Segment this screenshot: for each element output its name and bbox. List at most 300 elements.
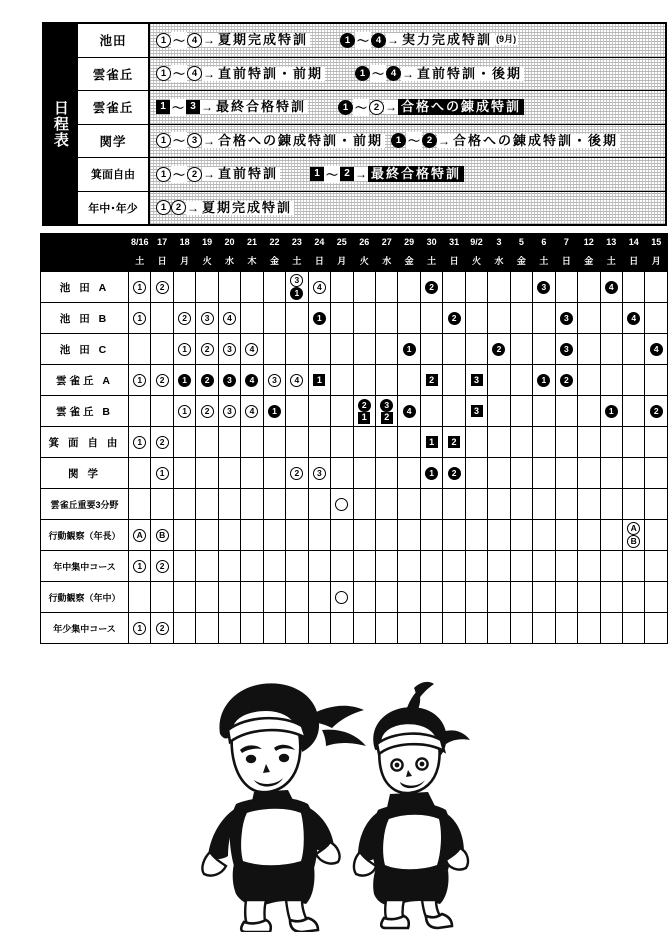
schedule-cell[interactable] — [331, 551, 353, 582]
schedule-cell[interactable] — [398, 582, 420, 613]
schedule-cell[interactable] — [353, 613, 375, 644]
schedule-cell[interactable] — [533, 303, 555, 334]
schedule-cell[interactable] — [331, 334, 353, 365]
schedule-cell[interactable] — [196, 396, 218, 427]
schedule-cell[interactable] — [375, 613, 397, 644]
schedule-cell[interactable] — [420, 613, 442, 644]
schedule-cell[interactable] — [510, 334, 532, 365]
schedule-cell[interactable] — [353, 272, 375, 303]
schedule-cell[interactable] — [645, 427, 668, 458]
schedule-cell[interactable] — [196, 551, 218, 582]
schedule-cell[interactable] — [241, 520, 263, 551]
schedule-cell[interactable] — [263, 582, 285, 613]
schedule-cell[interactable] — [353, 458, 375, 489]
schedule-cell[interactable] — [129, 520, 151, 551]
row-label: 箕 面 自 由 — [41, 427, 129, 458]
schedule-cell[interactable] — [308, 334, 330, 365]
schedule-cell[interactable] — [398, 334, 420, 365]
schedule-cell[interactable] — [308, 520, 330, 551]
schedule-cell[interactable] — [465, 489, 487, 520]
schedule-cell[interactable] — [173, 272, 195, 303]
schedule-cell[interactable] — [420, 365, 442, 396]
schedule-cell[interactable] — [645, 334, 668, 365]
schedule-cell[interactable] — [241, 365, 263, 396]
schedule-cell[interactable] — [622, 520, 644, 551]
schedule-cell[interactable] — [151, 551, 173, 582]
schedule-cell[interactable] — [241, 396, 263, 427]
schedule-cell[interactable] — [218, 582, 240, 613]
schedule-cell[interactable] — [443, 613, 465, 644]
schedule-cell[interactable] — [173, 458, 195, 489]
schedule-cell[interactable] — [465, 613, 487, 644]
schedule-cell[interactable] — [645, 272, 668, 303]
schedule-cell[interactable] — [263, 334, 285, 365]
schedule-cell[interactable] — [151, 582, 173, 613]
schedule-cell[interactable] — [645, 303, 668, 334]
schedule-cell[interactable] — [488, 613, 510, 644]
schedule-cell[interactable] — [241, 334, 263, 365]
schedule-cell[interactable] — [578, 551, 600, 582]
schedule-cell[interactable] — [622, 272, 644, 303]
schedule-cell[interactable] — [151, 272, 173, 303]
schedule-cell[interactable] — [622, 334, 644, 365]
schedule-cell[interactable] — [331, 520, 353, 551]
schedule-cell[interactable] — [151, 613, 173, 644]
schedule-cell[interactable] — [443, 551, 465, 582]
schedule-cell[interactable] — [129, 334, 151, 365]
schedule-cell[interactable] — [196, 458, 218, 489]
schedule-cell[interactable] — [645, 520, 668, 551]
schedule-cell[interactable] — [578, 396, 600, 427]
schedule-cell[interactable] — [263, 303, 285, 334]
schedule-cell[interactable] — [308, 551, 330, 582]
schedule-cell[interactable] — [241, 427, 263, 458]
schedule-cell[interactable] — [286, 334, 308, 365]
schedule-cell[interactable] — [533, 334, 555, 365]
schedule-cell[interactable] — [263, 520, 285, 551]
schedule-cell[interactable] — [600, 551, 622, 582]
schedule-cell[interactable] — [600, 489, 622, 520]
schedule-cell[interactable] — [375, 551, 397, 582]
schedule-cell[interactable] — [241, 582, 263, 613]
schedule-cell[interactable] — [443, 489, 465, 520]
schedule-cell[interactable] — [465, 458, 487, 489]
schedule-cell[interactable] — [196, 365, 218, 396]
schedule-cell[interactable] — [196, 613, 218, 644]
schedule-cell[interactable] — [622, 365, 644, 396]
schedule-cell[interactable] — [555, 365, 577, 396]
schedule-cell[interactable] — [578, 365, 600, 396]
schedule-cell[interactable] — [465, 520, 487, 551]
schedule-cell[interactable] — [578, 582, 600, 613]
schedule-cell[interactable] — [622, 582, 644, 613]
schedule-cell[interactable] — [375, 427, 397, 458]
schedule-cell[interactable] — [308, 303, 330, 334]
schedule-cell[interactable] — [622, 303, 644, 334]
schedule-cell[interactable] — [375, 334, 397, 365]
arrow: → — [438, 133, 451, 148]
schedule-cell[interactable] — [173, 489, 195, 520]
schedule-cell[interactable] — [196, 582, 218, 613]
schedule-cell[interactable] — [555, 520, 577, 551]
schedule-cell[interactable] — [420, 520, 442, 551]
schedule-cell[interactable] — [241, 613, 263, 644]
schedule-cell[interactable] — [645, 458, 668, 489]
schedule-cell[interactable] — [555, 334, 577, 365]
schedule-cell[interactable] — [151, 365, 173, 396]
schedule-cell[interactable] — [465, 582, 487, 613]
schedule-cell[interactable] — [555, 272, 577, 303]
schedule-cell[interactable] — [196, 272, 218, 303]
schedule-cell[interactable] — [488, 489, 510, 520]
schedule-cell[interactable] — [263, 551, 285, 582]
schedule-cell[interactable] — [555, 396, 577, 427]
schedule-cell[interactable] — [510, 365, 532, 396]
schedule-cell[interactable] — [218, 272, 240, 303]
schedule-cell[interactable] — [151, 489, 173, 520]
schedule-cell[interactable] — [622, 489, 644, 520]
schedule-cell[interactable] — [600, 427, 622, 458]
schedule-cell[interactable] — [420, 427, 442, 458]
schedule-cell[interactable] — [533, 613, 555, 644]
schedule-cell[interactable] — [578, 272, 600, 303]
schedule-cell[interactable] — [263, 365, 285, 396]
schedule-cell[interactable] — [600, 334, 622, 365]
schedule-cell[interactable] — [510, 489, 532, 520]
schedule-cell[interactable] — [196, 427, 218, 458]
schedule-cell[interactable] — [578, 613, 600, 644]
schedule-cell[interactable] — [465, 427, 487, 458]
schedule-cell[interactable] — [375, 458, 397, 489]
schedule-cell[interactable] — [600, 582, 622, 613]
schedule-cell[interactable] — [645, 396, 668, 427]
schedule-cell[interactable] — [375, 582, 397, 613]
schedule-cell[interactable] — [510, 582, 532, 613]
schedule-cell[interactable] — [286, 613, 308, 644]
schedule-cell[interactable] — [286, 582, 308, 613]
schedule-cell[interactable] — [129, 272, 151, 303]
schedule-cell[interactable] — [600, 396, 622, 427]
schedule-cell[interactable] — [375, 365, 397, 396]
schedule-cell[interactable] — [241, 489, 263, 520]
schedule-cell[interactable] — [600, 272, 622, 303]
schedule-cell[interactable] — [129, 365, 151, 396]
schedule-cell[interactable] — [308, 458, 330, 489]
schedule-cell[interactable] — [241, 551, 263, 582]
schedule-cell[interactable] — [443, 582, 465, 613]
schedule-cell[interactable] — [151, 458, 173, 489]
schedule-cell[interactable] — [286, 427, 308, 458]
schedule-cell[interactable] — [510, 458, 532, 489]
schedule-cell[interactable] — [488, 396, 510, 427]
schedule-cell[interactable] — [622, 396, 644, 427]
schedule-cell[interactable] — [173, 613, 195, 644]
schedule-cell[interactable] — [286, 303, 308, 334]
schedule-cell[interactable] — [331, 396, 353, 427]
schedule-cell[interactable] — [443, 427, 465, 458]
schedule-cell[interactable] — [196, 520, 218, 551]
schedule-cell[interactable] — [420, 551, 442, 582]
schedule-cell[interactable] — [241, 272, 263, 303]
schedule-cell[interactable] — [151, 520, 173, 551]
schedule-cell[interactable] — [600, 365, 622, 396]
schedule-cell[interactable] — [173, 520, 195, 551]
schedule-cell[interactable] — [645, 551, 668, 582]
schedule-cell[interactable] — [218, 303, 240, 334]
schedule-cell[interactable] — [578, 520, 600, 551]
schedule-cell[interactable] — [331, 303, 353, 334]
schedule-cell[interactable] — [263, 427, 285, 458]
schedule-cell[interactable] — [263, 458, 285, 489]
schedule-cell[interactable] — [488, 458, 510, 489]
schedule-cell[interactable] — [420, 303, 442, 334]
schedule-cell[interactable] — [645, 365, 668, 396]
schedule-cell[interactable] — [578, 458, 600, 489]
schedule-cell[interactable] — [510, 520, 532, 551]
schedule-cell[interactable] — [510, 303, 532, 334]
schedule-cell[interactable] — [218, 613, 240, 644]
schedule-cell[interactable] — [218, 427, 240, 458]
schedule-cell[interactable] — [443, 520, 465, 551]
schedule-cell[interactable] — [173, 396, 195, 427]
schedule-cell[interactable] — [286, 396, 308, 427]
schedule-cell[interactable] — [555, 427, 577, 458]
schedule-cell[interactable] — [129, 613, 151, 644]
schedule-cell[interactable] — [375, 272, 397, 303]
schedule-cell[interactable] — [129, 458, 151, 489]
schedule-cell[interactable] — [555, 489, 577, 520]
schedule-cell[interactable] — [308, 427, 330, 458]
schedule-cell[interactable] — [151, 334, 173, 365]
schedule-cell[interactable] — [218, 334, 240, 365]
schedule-cell[interactable] — [129, 427, 151, 458]
schedule-cell[interactable] — [308, 272, 330, 303]
cell-marker-group — [264, 374, 285, 387]
schedule-cell[interactable] — [578, 303, 600, 334]
schedule-cell[interactable] — [510, 551, 532, 582]
schedule-cell[interactable] — [218, 396, 240, 427]
schedule-cell[interactable] — [129, 489, 151, 520]
schedule-cell[interactable] — [420, 458, 442, 489]
schedule-cell[interactable] — [443, 334, 465, 365]
schedule-cell[interactable] — [488, 334, 510, 365]
schedule-cell[interactable] — [533, 582, 555, 613]
schedule-cell[interactable] — [353, 582, 375, 613]
schedule-cell[interactable] — [353, 520, 375, 551]
schedule-cell[interactable] — [151, 303, 173, 334]
schedule-cell[interactable] — [286, 458, 308, 489]
schedule-cell[interactable] — [218, 489, 240, 520]
schedule-cell[interactable] — [129, 551, 151, 582]
schedule-cell[interactable] — [173, 427, 195, 458]
schedule-cell[interactable] — [510, 272, 532, 303]
schedule-cell[interactable] — [398, 551, 420, 582]
schedule-cell[interactable] — [465, 272, 487, 303]
table-row — [41, 365, 668, 396]
schedule-cell[interactable] — [375, 396, 397, 427]
schedule-cell[interactable] — [353, 427, 375, 458]
schedule-cell[interactable] — [173, 303, 195, 334]
schedule-cell[interactable] — [578, 489, 600, 520]
schedule-cell[interactable] — [331, 489, 353, 520]
schedule-cell[interactable] — [308, 365, 330, 396]
schedule-cell[interactable] — [286, 520, 308, 551]
schedule-cell[interactable] — [600, 303, 622, 334]
schedule-cell[interactable] — [218, 365, 240, 396]
schedule-cell[interactable] — [196, 334, 218, 365]
schedule-cell[interactable] — [241, 303, 263, 334]
schedule-cell[interactable] — [622, 458, 644, 489]
schedule-cell[interactable] — [263, 396, 285, 427]
schedule-cell[interactable] — [286, 489, 308, 520]
schedule-cell[interactable] — [645, 613, 668, 644]
schedule-cell[interactable] — [129, 303, 151, 334]
schedule-cell[interactable] — [398, 489, 420, 520]
schedule-cell[interactable] — [420, 272, 442, 303]
schedule-cell[interactable] — [555, 458, 577, 489]
schedule-cell[interactable] — [218, 458, 240, 489]
schedule-cell[interactable] — [263, 272, 285, 303]
schedule-cell[interactable] — [331, 365, 353, 396]
table-row — [41, 427, 668, 458]
schedule-cell[interactable] — [443, 458, 465, 489]
schedule-cell[interactable] — [308, 489, 330, 520]
schedule-cell[interactable] — [151, 396, 173, 427]
schedule-cell[interactable] — [465, 334, 487, 365]
schedule-cell[interactable] — [533, 551, 555, 582]
schedule-cell[interactable] — [555, 551, 577, 582]
schedule-cell[interactable] — [263, 613, 285, 644]
header-dow: 火 — [353, 253, 375, 272]
schedule-cell[interactable] — [375, 489, 397, 520]
header-date: 15 — [645, 234, 668, 253]
schedule-cell[interactable] — [488, 272, 510, 303]
schedule-cell[interactable] — [645, 489, 668, 520]
schedule-cell[interactable] — [533, 427, 555, 458]
schedule-cell[interactable] — [420, 582, 442, 613]
schedule-cell[interactable] — [533, 520, 555, 551]
schedule-cell[interactable] — [555, 613, 577, 644]
schedule-cell[interactable] — [443, 272, 465, 303]
schedule-cell[interactable] — [173, 334, 195, 365]
schedule-cell[interactable] — [353, 303, 375, 334]
schedule-cell[interactable] — [398, 303, 420, 334]
schedule-cell[interactable] — [331, 427, 353, 458]
schedule-cell[interactable] — [398, 396, 420, 427]
schedule-cell[interactable] — [488, 582, 510, 613]
schedule-cell[interactable] — [600, 458, 622, 489]
schedule-cell[interactable] — [129, 396, 151, 427]
schedule-cell[interactable] — [263, 489, 285, 520]
schedule-cell[interactable] — [510, 613, 532, 644]
schedule-cell[interactable] — [420, 396, 442, 427]
schedule-cell[interactable] — [600, 613, 622, 644]
schedule-cell[interactable] — [465, 551, 487, 582]
schedule-cell[interactable] — [488, 303, 510, 334]
cell-marker-group — [129, 281, 150, 294]
schedule-cell[interactable] — [443, 365, 465, 396]
schedule-cell[interactable] — [196, 489, 218, 520]
schedule-cell[interactable] — [375, 520, 397, 551]
schedule-cell[interactable] — [510, 427, 532, 458]
schedule-cell[interactable] — [578, 334, 600, 365]
schedule-cell[interactable] — [533, 365, 555, 396]
schedule-cell[interactable] — [375, 303, 397, 334]
schedule-cell[interactable] — [555, 303, 577, 334]
schedule-cell[interactable] — [286, 272, 308, 303]
schedule-cell[interactable] — [420, 489, 442, 520]
legend-row-content — [150, 91, 665, 124]
schedule-cell[interactable] — [398, 272, 420, 303]
schedule-cell[interactable] — [398, 365, 420, 396]
schedule-cell[interactable] — [308, 582, 330, 613]
schedule-cell[interactable] — [488, 365, 510, 396]
schedule-cell[interactable] — [622, 613, 644, 644]
schedule-cell[interactable] — [622, 551, 644, 582]
schedule-cell[interactable] — [533, 272, 555, 303]
schedule-cell[interactable] — [308, 396, 330, 427]
schedule-cell[interactable] — [398, 427, 420, 458]
schedule-cell[interactable] — [173, 582, 195, 613]
schedule-cell[interactable] — [331, 613, 353, 644]
schedule-cell[interactable] — [465, 396, 487, 427]
schedule-cell[interactable] — [488, 551, 510, 582]
schedule-cell[interactable] — [398, 520, 420, 551]
schedule-cell[interactable] — [465, 365, 487, 396]
schedule-cell[interactable] — [331, 582, 353, 613]
schedule-cell[interactable] — [331, 272, 353, 303]
schedule-cell[interactable] — [218, 551, 240, 582]
schedule-cell[interactable] — [533, 396, 555, 427]
schedule-cell[interactable] — [443, 303, 465, 334]
schedule-cell[interactable] — [241, 458, 263, 489]
schedule-cell[interactable] — [353, 396, 375, 427]
schedule-cell[interactable] — [151, 427, 173, 458]
schedule-cell[interactable] — [398, 458, 420, 489]
schedule-cell[interactable] — [578, 427, 600, 458]
schedule-cell[interactable] — [443, 396, 465, 427]
schedule-cell[interactable] — [622, 427, 644, 458]
schedule-cell[interactable] — [645, 582, 668, 613]
schedule-cell[interactable] — [286, 551, 308, 582]
schedule-cell[interactable] — [533, 489, 555, 520]
header-date: 23 — [286, 234, 308, 253]
schedule-cell[interactable] — [286, 365, 308, 396]
schedule-cell[interactable] — [173, 365, 195, 396]
schedule-cell[interactable] — [465, 303, 487, 334]
marker-square-filled: 1 — [313, 374, 325, 386]
schedule-cell[interactable] — [510, 396, 532, 427]
schedule-cell[interactable] — [129, 582, 151, 613]
schedule-cell[interactable] — [533, 458, 555, 489]
schedule-cell[interactable] — [488, 520, 510, 551]
schedule-cell[interactable] — [308, 613, 330, 644]
schedule-cell[interactable] — [353, 489, 375, 520]
schedule-cell[interactable] — [555, 582, 577, 613]
schedule-cell[interactable] — [488, 427, 510, 458]
schedule-cell[interactable] — [196, 303, 218, 334]
schedule-cell[interactable] — [331, 458, 353, 489]
schedule-cell[interactable] — [353, 551, 375, 582]
schedule-cell[interactable] — [173, 551, 195, 582]
header-row-dow — [41, 253, 668, 272]
schedule-cell[interactable] — [353, 365, 375, 396]
schedule-cell[interactable] — [218, 520, 240, 551]
schedule-cell[interactable] — [600, 520, 622, 551]
schedule-cell[interactable] — [353, 334, 375, 365]
schedule-cell[interactable] — [420, 334, 442, 365]
schedule-cell[interactable] — [398, 613, 420, 644]
